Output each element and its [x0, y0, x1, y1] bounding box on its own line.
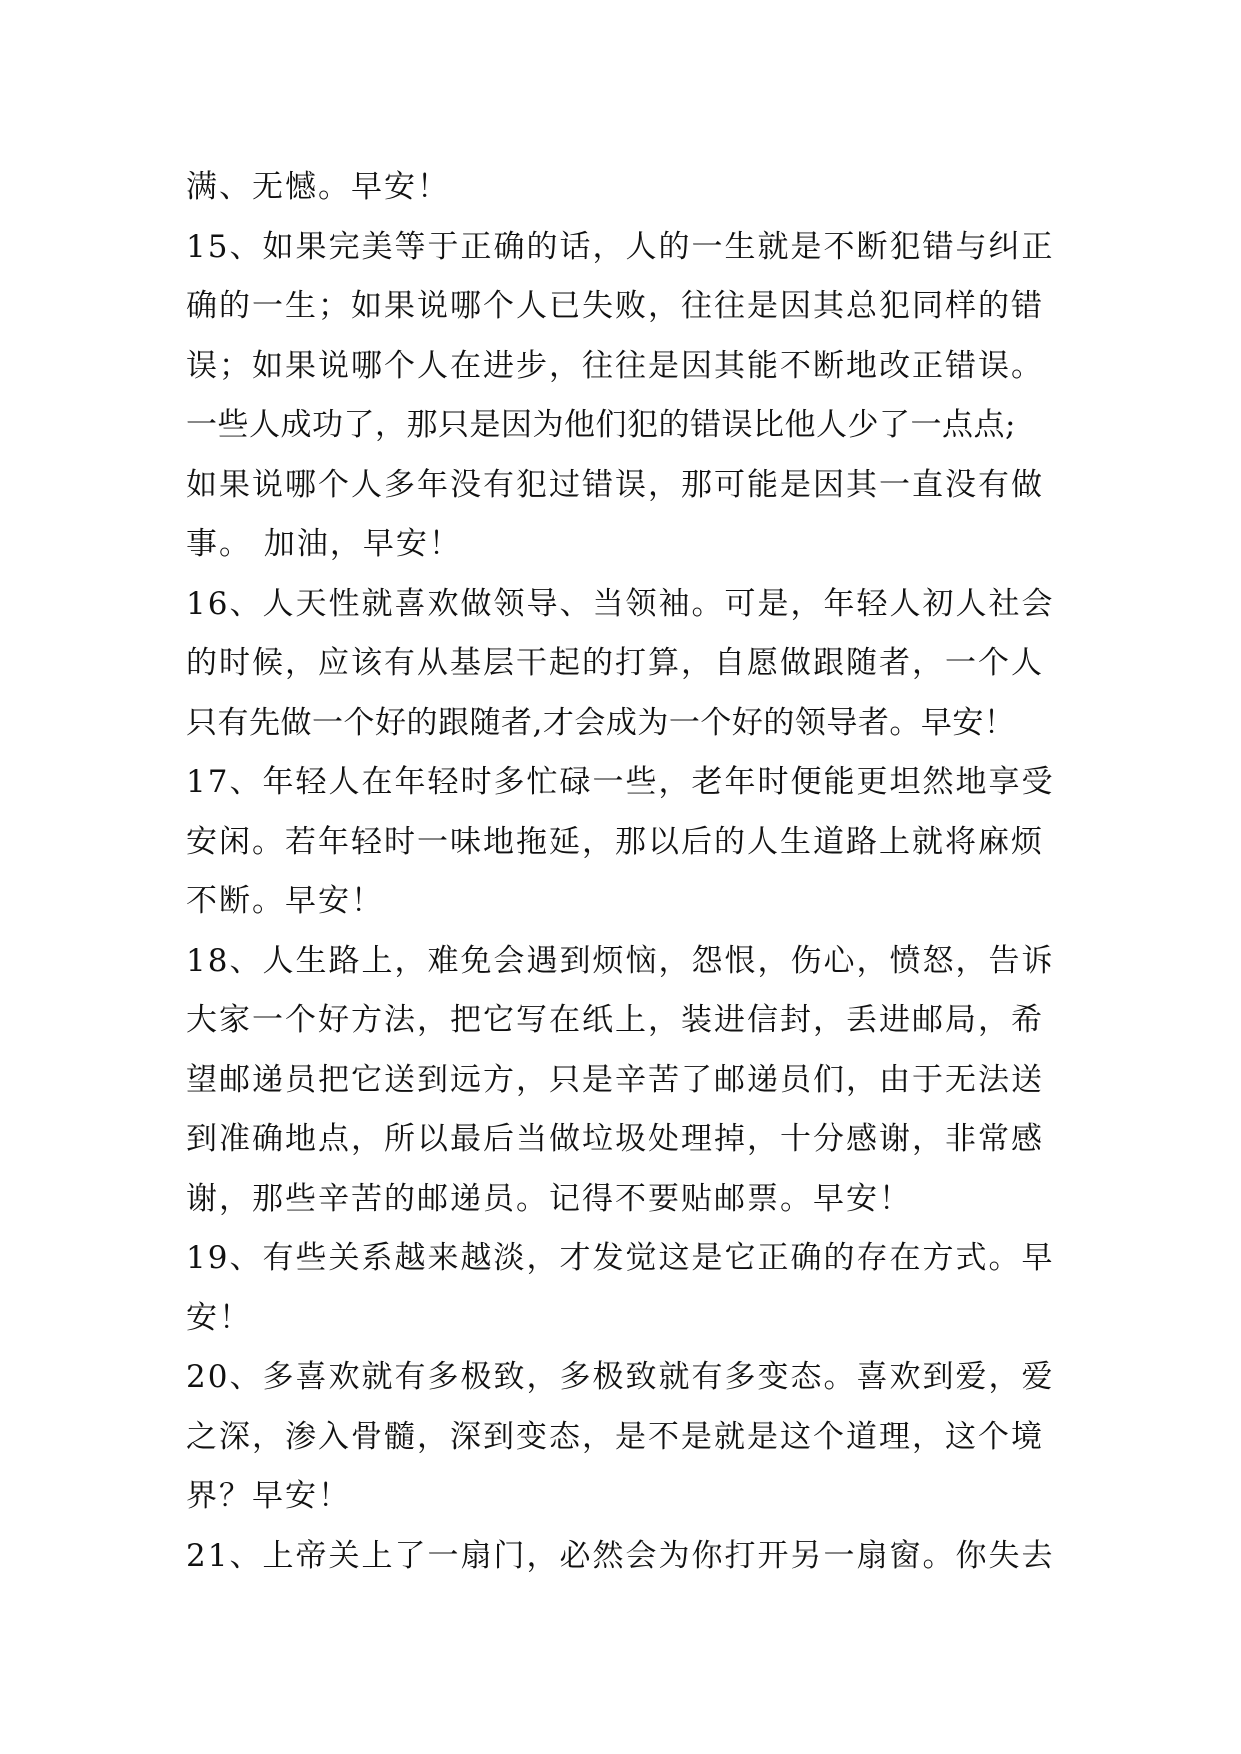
text-line: 确的一生；如果说哪个人已失败，往往是因其总犯同样的错: [186, 288, 1044, 324]
text-line: 一些人成功了，那只是因为他们犯的错误比他人少了一点点;: [186, 407, 1016, 443]
text-line: 望邮递员把它送到远方，只是辛苦了邮递员们，由于无法送: [186, 1061, 1044, 1098]
text-line: 15、如果完美等于正确的话，人的一生就是不断犯错与纠正: [186, 228, 1055, 265]
text-line: 谢，那些辛苦的邮递员。记得不要贴邮票。早安！: [186, 1180, 912, 1217]
text-line: 只有先做一个好的跟随者,才会成为一个好的领导者。早安！: [186, 704, 1016, 741]
text-line: 如果说哪个人多年没有犯过错误，那可能是因其一直没有做: [186, 466, 1044, 503]
text-line: 17、年轻人在年轻时多忙碌一些，老年时便能更坦然地享受: [186, 764, 1055, 800]
text-line: 16、人天性就喜欢做领导、当领袖。可是，年轻人初人社会: [186, 585, 1055, 622]
text-line: 误；如果说哪个人在进步，往往是因其能不断地改正错误。: [186, 347, 1044, 384]
text-line: 不断。早安！: [186, 883, 384, 919]
document-body: [186, 158, 1066, 1586]
text-line: 满、无憾。早安！: [186, 169, 450, 205]
text-line: 的时候，应该有从基层干起的打算，自愿做跟随者，一个人: [186, 645, 1044, 681]
text-line: 安闲。若年轻时一味地拖延，那以后的人生道路上就将麻烦: [186, 823, 1044, 860]
text-line: 事。 加油，早安！: [186, 526, 462, 562]
text-line: 21、上帝关上了一扇门，必然会为你打开另一扇窗。你失去: [186, 1537, 1055, 1574]
text-line: 安！: [186, 1299, 252, 1336]
text-line: 之深，渗入骨髓，深到变态，是不是就是这个道理，这个境: [186, 1418, 1044, 1455]
text-line: 界？早安！: [186, 1478, 351, 1514]
text-line: 19、有些关系越来越淡，才发觉这是它正确的存在方式。早: [186, 1240, 1055, 1276]
text-line: 20、多喜欢就有多极致，多极致就有多变态。喜欢到爱，爱: [186, 1359, 1055, 1395]
text-line: 大家一个好方法，把它写在纸上，装进信封，丢进邮局，希: [186, 1002, 1044, 1038]
text-line: 到准确地点，所以最后当做垃圾处理掉，十分感谢，非常感: [186, 1121, 1044, 1157]
text-line: 18、人生路上，难免会遇到烦恼，怨恨，伤心，愤怒，告诉: [186, 942, 1055, 979]
